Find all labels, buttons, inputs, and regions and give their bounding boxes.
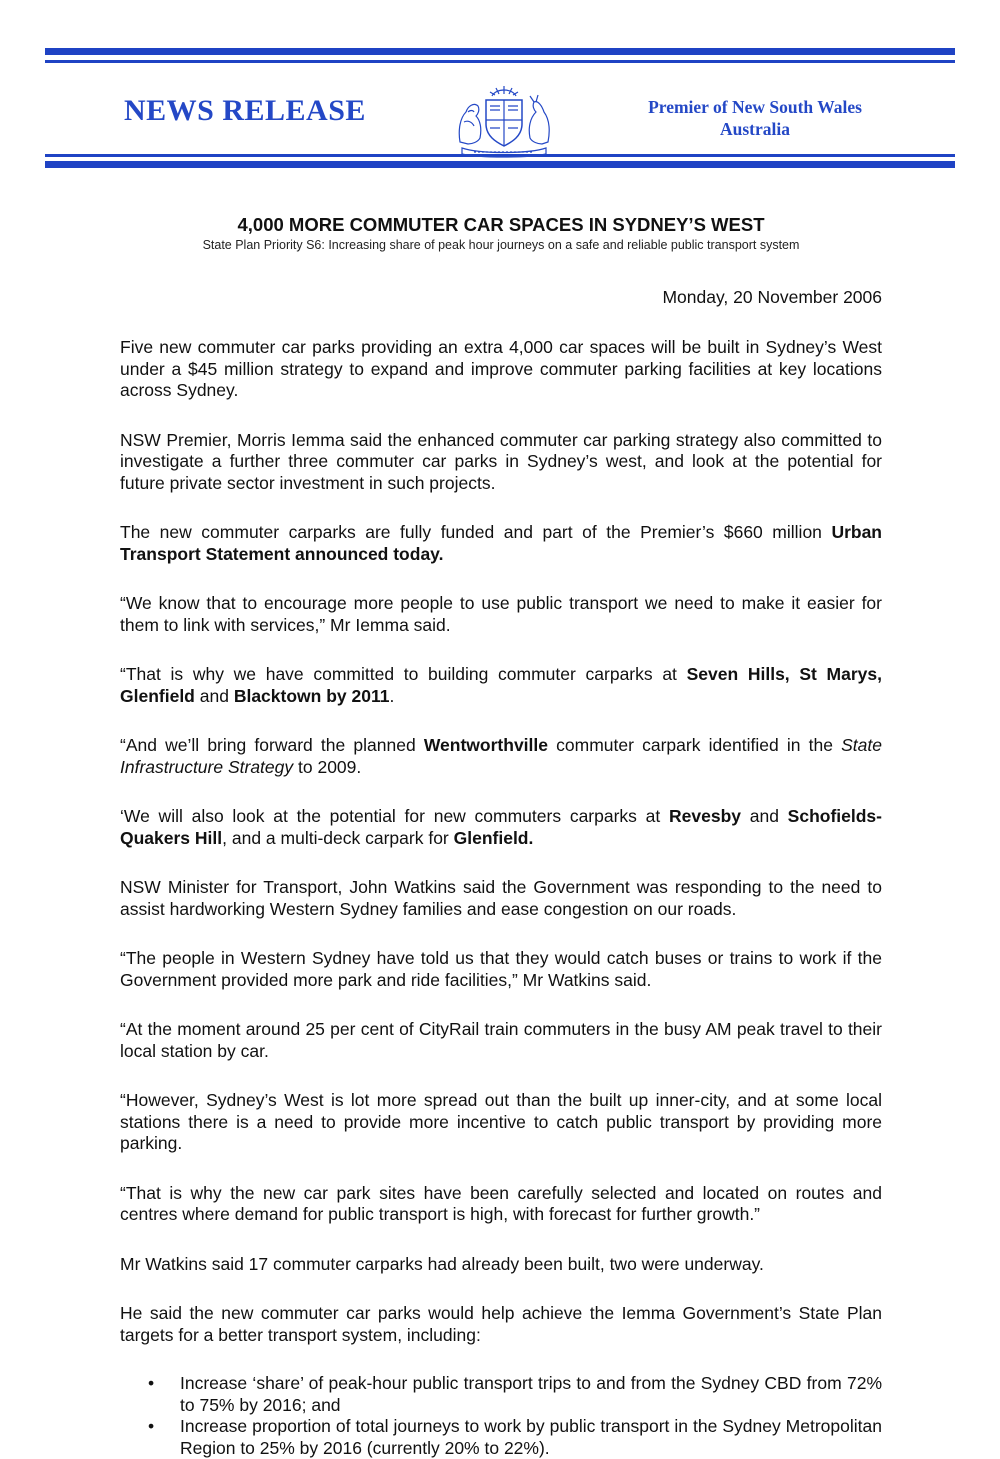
p7-text3: , and a multi-deck carpark for — [222, 827, 454, 848]
premier-line-2: Australia — [720, 119, 790, 139]
paragraph-11: “However, Sydney’s West is lot more spread out than the built up inner-city, and at some local stations there is a need to provide more incentive to catch public transport by providing more parking. — [120, 1090, 882, 1153]
subheadline: State Plan Priority S6: Increasing share of peak hour journeys on a safe and reliable public transport system — [202, 238, 800, 252]
p5-bold2: Blacktown by 2011 — [233, 685, 390, 706]
p5-text1: “That is why we have committed to building commuter carparks at — [120, 664, 687, 684]
paragraph-6 — [120, 735, 882, 778]
list-item — [120, 1373, 882, 1416]
p5-text2: and — [194, 685, 234, 706]
paragraph-2: NSW Premier, Morris Iemma said the enhanced commuter car parking strategy also committed to investigate a further three commuter car parks in Sydney’s west, and look at the potential for future private sector investment in such projects. — [120, 429, 882, 493]
list-item-text: Increase ‘share’ of peak-hour public transport trips to and from the Sydney CBD from 72% to 75% by 2016; and — [180, 1373, 882, 1415]
p7-bold2: Schofields-Quakers Hill — [120, 806, 882, 848]
paragraph-1: Five new commuter car parks providing an extra 4,000 car spaces will be built in Sydney’s West under a $45 million strategy to expand and improve commuter parking facilities at key locations across Sydney. — [120, 337, 882, 400]
premier-office-label — [610, 96, 900, 140]
p6-text2: commuter carpark identified in the — [548, 735, 842, 755]
p5-bold1: Seven Hills, St Marys, Glenfield — [120, 664, 882, 706]
paragraph-3-text: The new commuter carparks are fully funded and part of the Premier’s $660 million — [120, 522, 832, 542]
paragraph-5 — [120, 664, 882, 707]
p7-bold3: Glenfield. — [453, 827, 534, 848]
paragraph-3-bold: Urban Transport Statement announced today. — [120, 522, 882, 564]
paragraph-14: He said the new commuter car parks would help achieve the Iemma Government’s State Plan targets for a better transport system, including: — [120, 1303, 882, 1345]
paragraph-9: “The people in Western Sydney have told us that they would catch buses or trains to work if the Government provided more park and ride facilities,” Mr Watkins said. — [120, 948, 882, 990]
paragraph-10: “At the moment around 25 per cent of CityRail train commuters in the busy AM peak travel to their local station by car. — [120, 1019, 882, 1061]
release-body — [120, 214, 882, 1459]
p6-bold1: Wentworthville — [423, 735, 548, 755]
header-bottom-band — [45, 161, 955, 168]
p6-italic: State Infrastructure Strategy — [120, 735, 882, 777]
p5-text3: . — [389, 685, 395, 706]
header-top-band — [45, 48, 955, 55]
paragraph-12: “That is why the new car park sites have been carefully selected and located on routes and centres where demand for public transport is high, with forecast for further growth.” — [120, 1182, 882, 1224]
paragraph-3 — [120, 522, 882, 565]
p7-bold1: Revesby — [669, 806, 741, 826]
targets-list — [120, 1373, 882, 1459]
p6-text3: to 2009. — [293, 756, 362, 777]
bullet-icon: • — [148, 1416, 155, 1436]
p6-text1: “And we’ll bring forward the planned — [120, 735, 424, 755]
news-release-title: NEWS RELEASE — [124, 94, 366, 127]
paragraph-8: NSW Minister for Transport, John Watkins said the Government was responding to the need to assist hardworking Western Sydney families and ease congestion on our roads. — [120, 877, 882, 919]
list-item-text: Increase proportion of total journeys to work by public transport in the Sydney Metropolitan Region to 25% by 2016 (currently 20% to 22%). — [180, 1416, 882, 1458]
paragraph-4: “We know that to encourage more people to use public transport we need to make it easier for them to link with services,” Mr Iemma said. — [120, 593, 882, 635]
premier-line-1: Premier of New South Wales — [648, 97, 862, 117]
bullet-icon: • — [148, 1373, 155, 1393]
paragraph-13: Mr Watkins said 17 commuter carparks had already been built, two were underway. — [120, 1253, 764, 1274]
p7-text1: ‘We will also look at the potential for new commuters carparks at — [120, 806, 669, 826]
release-date: Monday, 20 November 2006 — [662, 287, 882, 307]
headline: 4,000 MORE COMMUTER CAR SPACES IN SYDNEY’S WEST — [237, 214, 765, 235]
list-item — [120, 1416, 882, 1459]
coat-of-arms-icon — [450, 82, 558, 158]
p7-text2: and — [741, 806, 788, 826]
header-top-thin-band — [45, 60, 955, 63]
paragraph-7 — [120, 806, 882, 849]
